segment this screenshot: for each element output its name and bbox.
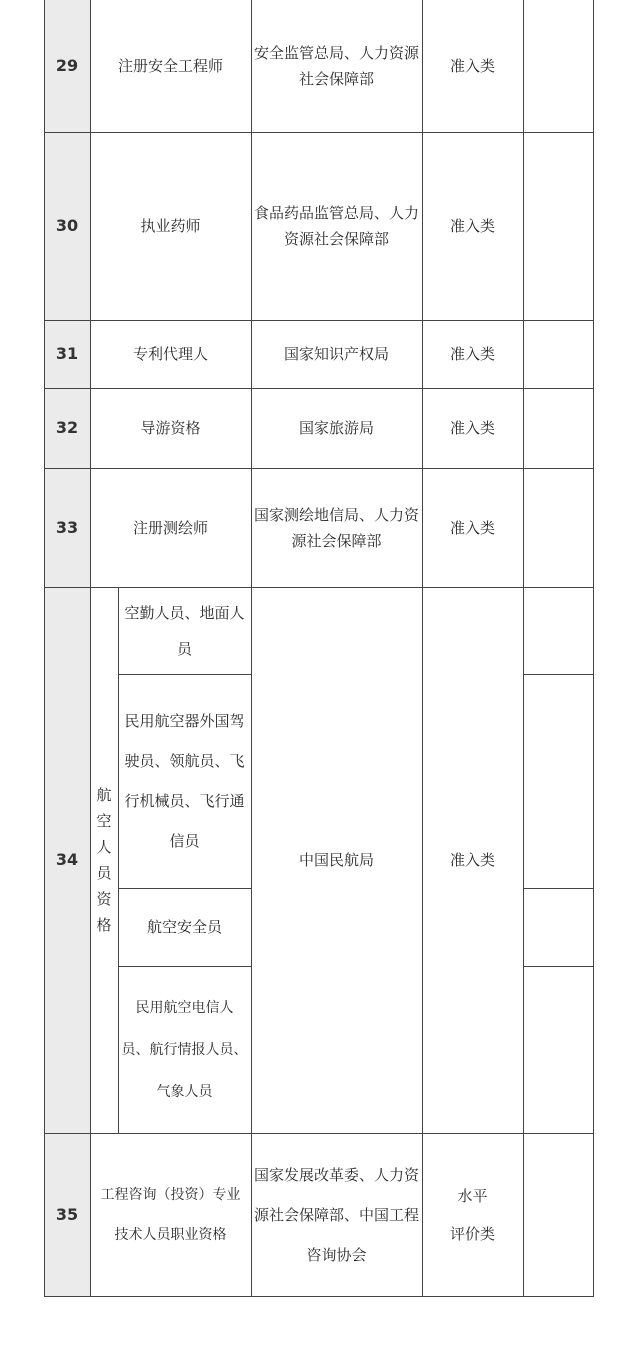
sub-qualification-line: 行机械员、飞行通 — [124, 792, 245, 810]
sub-row-divider — [523, 966, 594, 967]
category: 准入类 — [449, 217, 495, 235]
qualification-line: 工程咨询（投资）专业 — [100, 1186, 241, 1203]
department — [251, 132, 422, 320]
group-label-vertical — [90, 587, 118, 1133]
group-label-char: 空 — [96, 812, 112, 830]
sub-qualification-line: 民用航空器外国驾 — [124, 712, 245, 730]
row-number: 32 — [55, 418, 79, 437]
sub-row-divider — [523, 674, 594, 675]
department-line: 资源社会保障部 — [283, 230, 389, 248]
row-number: 35 — [55, 1204, 79, 1224]
category: 准入类 — [449, 518, 495, 537]
department: 国家旅游局 — [298, 419, 374, 437]
sub-qualification-name — [118, 674, 251, 888]
category: 准入类 — [449, 419, 495, 437]
group-label-char: 员 — [96, 864, 112, 882]
department-line: 安全监管总局、人力资源 — [253, 44, 419, 62]
table-right-border — [593, 0, 594, 1297]
sub-qualification-line: 驶员、领航员、飞 — [124, 752, 245, 770]
row-number: 33 — [55, 517, 79, 537]
row-number: 30 — [55, 216, 79, 235]
department-line: 国家发展改革委、人力资 — [253, 1165, 419, 1184]
qualification-line: 技术人员职业资格 — [114, 1226, 227, 1243]
qualification-name: 执业药师 — [140, 217, 201, 235]
group-label-char: 资 — [96, 890, 112, 908]
row-number: 34 — [55, 850, 79, 869]
qualification-name: 专利代理人 — [132, 345, 208, 363]
sub-qualification-line: 信员 — [169, 832, 200, 850]
category — [422, 1133, 523, 1296]
group-label-char: 航 — [96, 786, 112, 804]
row-number: 31 — [55, 344, 79, 363]
sub-qualification-line: 员、航行情报人员、 — [121, 1041, 248, 1058]
department — [251, 468, 422, 587]
sub-row-divider — [523, 888, 594, 889]
department-line: 源社会保障部 — [291, 531, 382, 550]
sub-qualification-line: 员 — [176, 639, 192, 658]
department — [251, 1133, 422, 1296]
qualification-name: 导游资格 — [140, 419, 201, 437]
department-line: 社会保障部 — [298, 70, 374, 88]
category: 准入类 — [449, 57, 495, 75]
department: 中国民航局 — [298, 851, 374, 869]
sub-qualification-name — [118, 587, 251, 674]
qualification-name: 注册安全工程师 — [117, 57, 223, 75]
department — [251, 0, 422, 132]
category-line: 水平 — [457, 1186, 488, 1205]
qualification-name — [90, 1133, 251, 1296]
group-label-char: 格 — [96, 916, 112, 934]
qualification-name: 注册测绘师 — [132, 518, 208, 537]
table-bottom-border — [44, 1296, 594, 1297]
sub-qualification-name: 航空安全员 — [146, 918, 222, 936]
category: 准入类 — [449, 851, 495, 869]
department-line: 源社会保障部、中国工程 — [253, 1205, 419, 1224]
department-line: 国家测绘地信局、人力资 — [253, 505, 419, 524]
group-label-char: 人 — [96, 838, 112, 856]
column-divider — [523, 0, 524, 1297]
department-line: 食品药品监管总局、人力 — [253, 204, 419, 222]
row-number: 29 — [55, 56, 79, 75]
sub-qualification-line: 气象人员 — [156, 1083, 213, 1100]
department-line: 咨询协会 — [306, 1245, 367, 1264]
category: 准入类 — [449, 345, 495, 363]
sub-qualification-name — [118, 966, 251, 1133]
sub-qualification-line: 空勤人员、地面人 — [124, 603, 245, 622]
sub-qualification-line: 民用航空电信人 — [135, 999, 234, 1016]
department: 国家知识产权局 — [283, 345, 389, 363]
category-line: 评价类 — [449, 1224, 495, 1243]
